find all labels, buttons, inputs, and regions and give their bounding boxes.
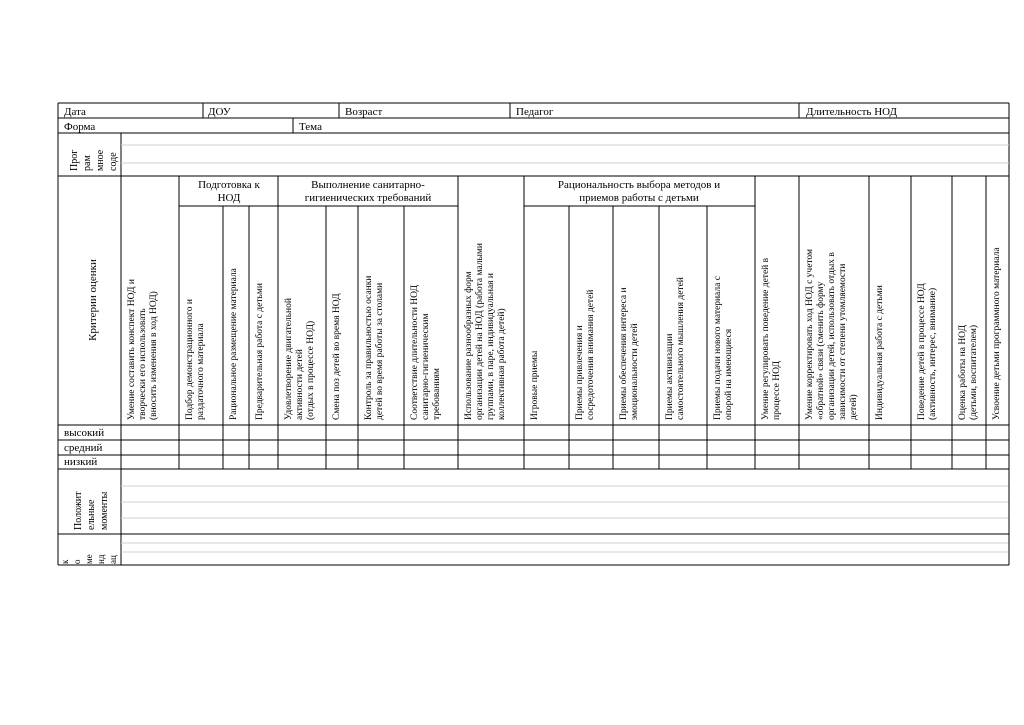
criterion-header-7 [364, 276, 385, 420]
criterion-header-5-line: (отдых в процессе НОД) [306, 320, 316, 420]
group-sanitary-title: Выполнение санитарно- [311, 179, 425, 191]
criterion-header-3-line: Рациональное размещение материала [229, 268, 239, 420]
criterion-header-18 [916, 283, 938, 420]
table-text [60, 106, 1002, 564]
criterion-header-16-line: «обратной» связи (сменить форму [816, 281, 826, 420]
criterion-header-9 [463, 243, 507, 420]
criterion-header-16-line: детей) [849, 394, 859, 420]
criterion-header-6 [331, 293, 342, 420]
criterion-header-12-line: Приемы обеспечения интереса и [619, 287, 629, 420]
criterion-header-9-line: Использование разнообразных форм [464, 271, 474, 420]
criterion-header-12-line: эмоциональности детей [630, 323, 640, 420]
criterion-header-8 [410, 284, 442, 420]
criterion-header-19 [957, 324, 979, 420]
criterion-header-10-line: Игровые приемы [530, 350, 540, 420]
criterion-header-5 [283, 298, 316, 420]
criterion-header-3 [229, 267, 239, 420]
criterion-header-4-line: Предварительная работа с детьми [255, 283, 265, 420]
criterion-header-1 [127, 279, 159, 420]
criterion-header-1-line: Умение составить конспект НОД и [127, 279, 137, 420]
criterion-header-13-line: самостоятельного мышления детей [676, 277, 686, 420]
teacher-label: Педагог [516, 106, 554, 118]
group-methods-subtitle: приемов работы с детьми [579, 192, 699, 204]
criterion-header-14 [713, 276, 734, 420]
group-methods-title: Рациональность выбора методов и [557, 179, 721, 191]
positive-moments-label-line: моменты [99, 491, 110, 530]
criterion-header-11-line: сосредоточения внимания детей [586, 289, 596, 420]
recommendations-label-line: нд [96, 554, 106, 564]
criterion-header-16-line: зависимости от степени утомляемости [838, 263, 848, 420]
group-preparation-title: Подготовка к [198, 179, 260, 191]
criterion-header-16 [805, 249, 859, 420]
criterion-header-12 [618, 287, 640, 420]
criterion-header-9-line: организации детей на НОД (работа малыми [475, 243, 485, 420]
criterion-header-9-line: коллективная работа детей) [497, 308, 507, 420]
recommendations-label-line: ме [84, 554, 94, 564]
criterion-header-16-line: Умение корректировать ход НОД с учетом [805, 248, 815, 420]
criterion-header-15-line: процессе НОД [772, 361, 782, 420]
criterion-header-5-line: Удовлетворение двигательной [284, 298, 294, 420]
criterion-header-20 [992, 247, 1002, 420]
topic-label: Тема [299, 121, 322, 133]
program-content-label-line: соде [108, 152, 119, 171]
criterion-header-5-line: активности детей [295, 349, 305, 420]
dou-label: ДОУ [208, 106, 231, 118]
criterion-header-17-line: Индивидуальная работа с детьми [875, 285, 885, 420]
level-low-label: низкий [64, 456, 98, 468]
program-content-label-line: мное [95, 149, 106, 171]
criterion-header-4 [254, 283, 265, 420]
criterion-header-16-line: организации детей, использовать отдых в [827, 252, 837, 420]
criterion-header-8-line: Соответствие длительности НОД [410, 284, 420, 420]
criterion-header-15-line: Умение регулировать поведение детей в [761, 257, 771, 420]
criterion-header-11 [575, 290, 596, 420]
positive-moments-label [73, 491, 110, 530]
criteria-label: Критерии оценки [87, 259, 99, 341]
criterion-header-15 [760, 257, 782, 420]
criterion-header-17 [874, 285, 885, 420]
recommendations-label-line: к [60, 559, 70, 564]
criterion-header-9-line: группами, в паре, индивидуальная и [486, 273, 496, 420]
criterion-header-14-line: опорой на имеющиеся [724, 328, 734, 420]
criterion-header-7-line: Контроль за правильностью осанки [364, 275, 374, 420]
criterion-header-13-line: Приемы активизации [665, 333, 675, 420]
recommendations-label [60, 554, 118, 564]
date-label: Дата [64, 106, 86, 118]
criterion-header-8-line: санитарно-гигиеническим [421, 313, 431, 420]
criterion-header-11-line: Приемы привлечения и [575, 325, 585, 420]
criterion-header-14-line: Приемы подачи нового материала с [713, 276, 723, 420]
recommendations-label-line: о [72, 559, 82, 564]
criterion-header-7-line: детей во время работы за столами [375, 282, 385, 420]
criterion-header-10 [530, 350, 540, 420]
form-label: Форма [64, 121, 96, 133]
criterion-header-18-line: Поведение детей в процессе НОД [917, 283, 927, 420]
criterion-header-18-line: (активность, интерес, внимание) [928, 287, 938, 420]
age-label: Возраст [345, 106, 383, 118]
criterion-header-8-line: требованиям [432, 368, 442, 420]
criterion-header-6-line: Смена поз детей во время НОД [332, 293, 342, 420]
recommendations-label-line: ац [108, 555, 118, 564]
positive-moments-label-line: ельные [86, 499, 97, 530]
criterion-header-1-line: творчески его использовать [138, 308, 148, 420]
duration-label: Длительность НОД [806, 106, 898, 118]
criterion-header-19-line: (детьми, воспитателем) [969, 324, 979, 420]
group-preparation-subtitle: НОД [217, 192, 241, 204]
positive-moments-label-line: Положит [73, 491, 84, 530]
program-content-label-line: рам [82, 155, 93, 171]
criterion-header-2 [184, 299, 206, 420]
group-sanitary-subtitle: гигиенических требований [304, 192, 432, 204]
criterion-header-2-line: раздаточного материала [196, 323, 206, 420]
criterion-header-13 [665, 277, 686, 420]
program-content-label-line: Прог [69, 149, 80, 171]
program-content-label [69, 149, 119, 171]
criterion-header-2-line: Подбор демонстрационного и [185, 299, 195, 420]
level-high-label: высокий [64, 427, 105, 439]
criterion-header-1-line: (вносить изменения в ход НОД) [149, 291, 159, 420]
criterion-header-19-line: Оценка работы на НОД [958, 324, 968, 420]
criterion-header-20-line: Усвоение детьми программного материала [992, 247, 1002, 420]
level-medium-label: средний [64, 442, 103, 454]
